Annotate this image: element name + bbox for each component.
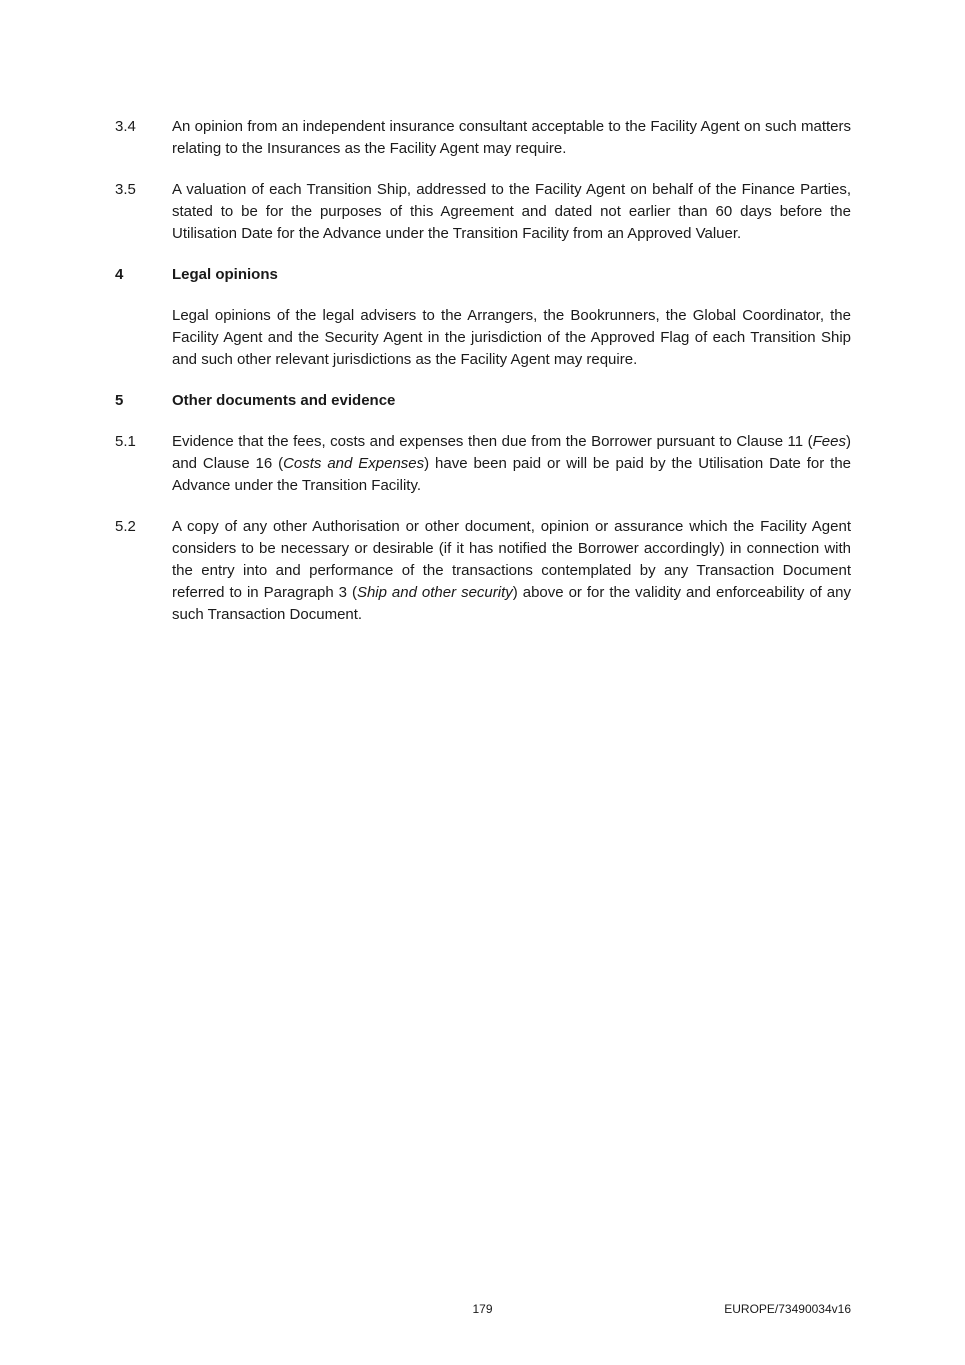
page-number: 179 (472, 1302, 493, 1316)
paragraph-number: 3.4 (115, 118, 136, 135)
paragraph-text (172, 516, 851, 626)
paragraph-3-5 (115, 179, 851, 245)
paragraph-text: A valuation of each Transition Ship, addressed to the Facility Agent on behalf of the Finance Parties, stated to be for the purposes of this Agreement and dated not earlier than 60 days before the Utilisation Date for the Advance under the Transition Facility from an Approved Valuer. (172, 181, 851, 242)
text-segment: A copy of any other Authorisation or other document, opinion or assurance which the Facility Agent considers to be necessary or desirable (if it has notified the Borrower accordingly) in connection with the entry into and performance of the transactions contemplated by any Transaction Document referred to in Paragraph 3 ( (172, 518, 851, 601)
section-number: 4 (115, 266, 124, 283)
text-segment: Evidence that the fees, costs and expenses then due from the Borrower pursuant to Clause 11 ( (172, 433, 813, 450)
section-number: 5 (115, 392, 124, 409)
paragraph-number: 5.1 (115, 433, 136, 450)
clause-reference-fees: Fees (812, 433, 846, 450)
section-4-body: Legal opinions of the legal advisers to the Arrangers, the Bookrunners, the Global Coordinator, the Facility Agent and the Security Agent in the jurisdiction of the Approved Flag of each Transition Ship and such other relevant jurisdictions as the Facility Agent may require. (172, 307, 851, 368)
clause-reference-costs: Costs and Expenses (283, 455, 425, 472)
page-content (115, 116, 851, 645)
paragraph-number: 3.5 (115, 181, 136, 198)
section-title: Legal opinions (172, 266, 278, 283)
paragraph-3-4 (115, 116, 851, 160)
text-segment: ) and Clause 16 ( (172, 433, 851, 472)
paragraph-text: An opinion from an independent insurance consultant acceptable to the Facility Agent on such matters relating to the Insurances as the Facility Agent may require. (172, 118, 851, 157)
text-segment: ) have been paid or will be paid by the Utilisation Date for the Advance under the Transition Facility. (172, 455, 852, 494)
paragraph-5-2 (115, 516, 851, 626)
paragraph-text (172, 431, 851, 497)
paragraph-reference-security: Ship and other security (356, 584, 513, 601)
section-title: Other documents and evidence (172, 392, 396, 409)
paragraph-number: 5.2 (115, 518, 136, 535)
document-reference: EUROPE/73490034v16 (724, 1302, 851, 1316)
section-heading-5 (115, 390, 851, 412)
section-heading-4 (115, 264, 851, 286)
paragraph-5-1 (115, 431, 851, 497)
text-segment: ) above or for the validity and enforceability of any such Transaction Document. (172, 584, 851, 623)
